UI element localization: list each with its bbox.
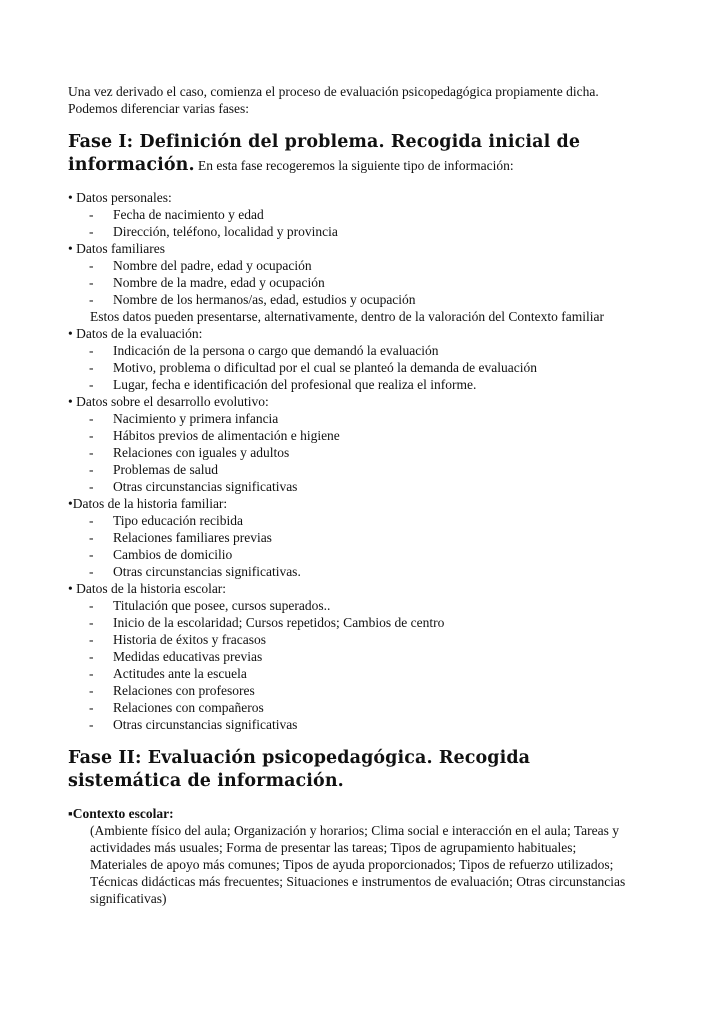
list-item-text: Tipo educación recibida [113, 513, 243, 528]
list-item [68, 461, 628, 478]
dash-marker: - [89, 207, 94, 222]
list-item [68, 257, 628, 274]
list-item [68, 631, 628, 648]
list-item-text: Inicio de la escolaridad; Cursos repetidos; Cambios de centro [113, 615, 445, 630]
list-item-text: Nacimiento y primera infancia [113, 411, 279, 426]
list-item-text: Dirección, teléfono, localidad y provincia [113, 224, 338, 239]
group-title: • Datos de la evaluación: [68, 326, 203, 341]
list-item [68, 546, 628, 563]
list-item-text: Problemas de salud [113, 462, 218, 477]
list-item [68, 444, 628, 461]
data-group [68, 580, 628, 733]
data-group [68, 393, 628, 495]
list-item [68, 699, 628, 716]
dash-marker: - [89, 360, 94, 375]
list-item-text: Indicación de la persona o cargo que demandó la evaluación [113, 343, 439, 358]
data-groups [68, 189, 628, 733]
group-items [68, 206, 628, 240]
dash-marker: - [89, 700, 94, 715]
list-item [68, 716, 628, 733]
phase2-section [68, 747, 628, 907]
data-group [68, 189, 628, 240]
document-page [68, 83, 628, 907]
dash-marker: - [89, 598, 94, 613]
dash-marker: - [89, 530, 94, 545]
data-group [68, 495, 628, 580]
list-item [68, 597, 628, 614]
data-group [68, 325, 628, 393]
list-item-text: Relaciones con iguales y adultos [113, 445, 290, 460]
list-item [68, 614, 628, 631]
list-item [68, 529, 628, 546]
dash-marker: - [89, 547, 94, 562]
group-items [68, 597, 628, 733]
intro-paragraph: Una vez derivado el caso, comienza el proceso de evaluación psicopedagógica propiamente dicha. Podemos diferenciar varias fases: [68, 84, 599, 116]
group-title: • Datos de la historia escolar: [68, 581, 227, 596]
list-item-text: Nombre de los hermanos/as, edad, estudios y ocupación [113, 292, 416, 307]
list-item [68, 478, 628, 495]
dash-marker: - [89, 564, 94, 579]
list-item-text: Cambios de domicilio [113, 547, 233, 562]
list-item-text: Fecha de nacimiento y edad [113, 207, 264, 222]
dash-marker: - [89, 717, 94, 732]
dash-marker: - [89, 343, 94, 358]
list-item-text: Otras circunstancias significativas [113, 479, 298, 494]
list-item [68, 648, 628, 665]
context-escolar-body: (Ambiente físico del aula; Organización y horarios; Clima social e interacción en el aula; Tareas y actividades más usuales; Forma de presentar las tareas; Tipos de agrupamiento habituales; Materiales de apoyo más comunes; Tipos de ayuda proporcionados; Tipos de refuerzo utilizados; Técnicas didácticas más frecuentes; Situaciones e instrumentos de evaluación; Otras circunstancias significativas) [90, 823, 626, 906]
group-items [68, 512, 628, 580]
list-item-text: Otras circunstancias significativas. [113, 564, 301, 579]
phase2-title: Fase II: Evaluación psicopedagógica. Recogida sistemática de información. [68, 748, 531, 791]
list-item [68, 359, 628, 376]
list-item-text: Lugar, fecha e identificación del profesional que realiza el informe. [113, 377, 477, 392]
list-item [68, 291, 628, 308]
dash-marker: - [89, 649, 94, 664]
list-item [68, 206, 628, 223]
list-item-text: Relaciones con profesores [113, 683, 255, 698]
context-escolar-title: ▪Contexto escolar: [68, 806, 174, 821]
dash-marker: - [89, 377, 94, 392]
dash-marker: - [89, 666, 94, 681]
list-item-text: Actitudes ante la escuela [113, 666, 247, 681]
dash-marker: - [89, 292, 94, 307]
dash-marker: - [89, 479, 94, 494]
group-items [68, 257, 628, 308]
list-item-text: Nombre de la madre, edad y ocupación [113, 275, 325, 290]
group-items [68, 410, 628, 495]
data-group [68, 240, 628, 325]
list-item-text: Medidas educativas previas [113, 649, 263, 664]
group-title: • Datos sobre el desarrollo evolutivo: [68, 394, 269, 409]
group-title: • Datos personales: [68, 190, 172, 205]
list-item-text: Otras circunstancias significativas [113, 717, 298, 732]
list-item-text: Nombre del padre, edad y ocupación [113, 258, 312, 273]
list-item-text: Relaciones con compañeros [113, 700, 264, 715]
list-item [68, 342, 628, 359]
dash-marker: - [89, 513, 94, 528]
phase1-title: Fase I: Definición del problema. Recogida inicial de información. [68, 132, 581, 175]
dash-marker: - [89, 258, 94, 273]
dash-marker: - [89, 615, 94, 630]
list-item-text: Hábitos previos de alimentación e higiene [113, 428, 340, 443]
dash-marker: - [89, 462, 94, 477]
dash-marker: - [89, 411, 94, 426]
dash-marker: - [89, 428, 94, 443]
group-title: •Datos de la historia familiar: [68, 496, 228, 511]
dash-marker: - [89, 683, 94, 698]
list-item-text: Relaciones familiares previas [113, 530, 272, 545]
list-item [68, 665, 628, 682]
list-item [68, 223, 628, 240]
list-item [68, 427, 628, 444]
phase1-description: En esta fase recogeremos la siguiente tipo de información: [198, 158, 514, 173]
list-item-text: Titulación que posee, cursos superados.. [113, 598, 331, 613]
list-item [68, 376, 628, 393]
list-item [68, 274, 628, 291]
group-note: Estos datos pueden presentarse, alternativamente, dentro de la valoración del Contexto familiar [90, 309, 604, 324]
dash-marker: - [89, 224, 94, 239]
list-item-text: Motivo, problema o dificultad por el cual se planteó la demanda de evaluación [113, 360, 537, 375]
list-item [68, 512, 628, 529]
group-items [68, 342, 628, 393]
dash-marker: - [89, 632, 94, 647]
dash-marker: - [89, 445, 94, 460]
dash-marker: - [89, 275, 94, 290]
list-item [68, 682, 628, 699]
list-item [68, 563, 628, 580]
group-title: • Datos familiares [68, 241, 165, 256]
list-item [68, 410, 628, 427]
list-item-text: Historia de éxitos y fracasos [113, 632, 266, 647]
phase1-heading-block [68, 131, 628, 177]
